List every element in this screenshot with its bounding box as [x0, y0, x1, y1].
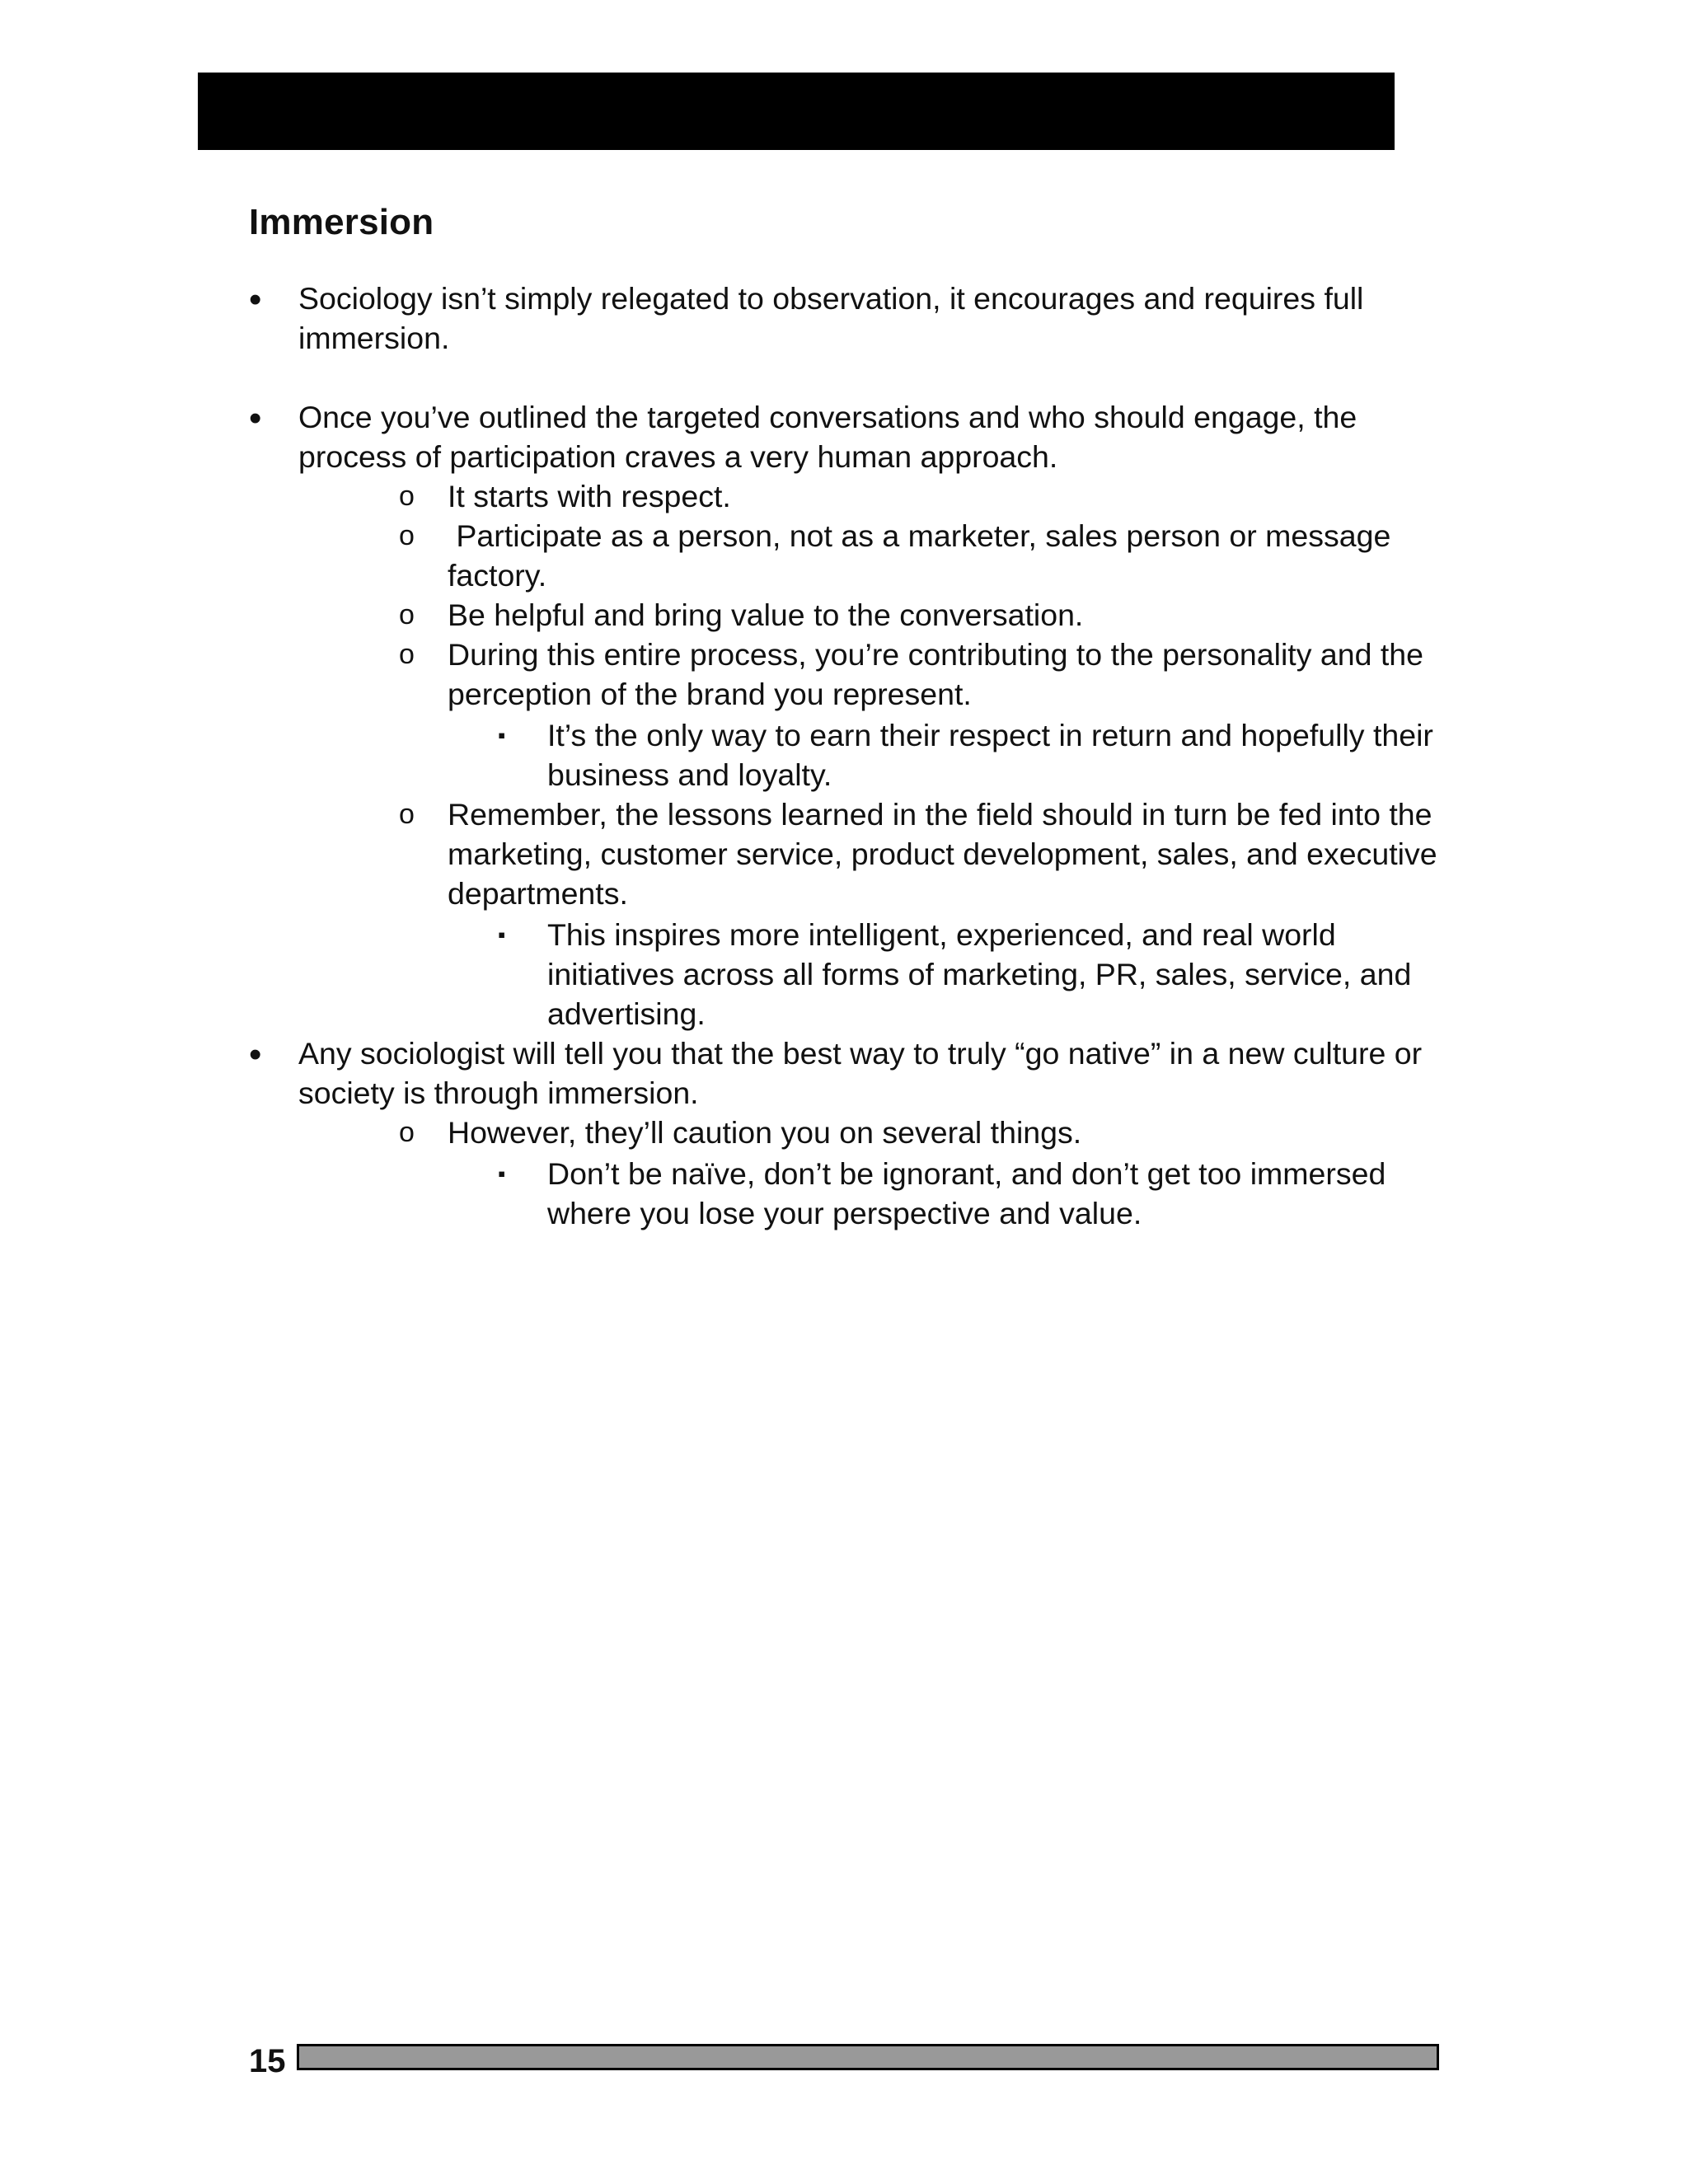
bullet-marker: o — [399, 1117, 415, 1148]
bullet-marker: ▪ — [498, 723, 506, 748]
bullet-marker: o — [399, 639, 415, 670]
header-bar — [198, 73, 1395, 150]
list-item — [249, 516, 1452, 595]
footer-bar — [297, 2044, 1439, 2070]
bullet-marker: ▪ — [498, 1161, 506, 1186]
list-item — [249, 635, 1452, 714]
bullet-marker: ▪ — [498, 922, 506, 947]
list-item-text: However, they’ll caution you on several things. — [448, 1115, 1082, 1150]
list-item — [249, 595, 1452, 635]
bullet-marker: o — [399, 799, 415, 830]
list-item-text: It starts with respect. — [448, 479, 731, 513]
list-item — [249, 279, 1452, 358]
list-item — [249, 715, 1452, 794]
list-item-text: Any sociologist will tell you that the best way to truly “go native” in a new culture or society is through immersion. — [298, 1036, 1423, 1110]
list-item — [249, 397, 1452, 476]
list-item-text: Once you’ve outlined the targeted conversations and who should engage, the process of participation craves a very human approach. — [298, 400, 1357, 474]
list-item — [249, 915, 1452, 1033]
list-item-text: Participate as a person, not as a marketer, sales person or message factory. — [448, 518, 1400, 593]
list-item — [249, 1113, 1452, 1152]
list-item-text: Be helpful and bring value to the conversation. — [448, 598, 1084, 632]
bullet-marker — [249, 397, 261, 441]
list-item — [249, 476, 1452, 516]
bullet-marker: o — [399, 480, 415, 512]
list-item — [249, 794, 1452, 913]
bullet-marker — [249, 279, 261, 322]
list-item-text: Remember, the lessons learned in the field should in turn be fed into the marketing, customer service, product development, sales, and executive departments. — [448, 797, 1437, 911]
bullet-marker: o — [399, 599, 415, 630]
bullet-marker — [249, 1033, 261, 1077]
list-item-text: Sociology isn’t simply relegated to observation, it encourages and requires full immersion. — [298, 281, 1364, 355]
bullet-list — [249, 279, 1452, 1233]
bullet-marker: o — [399, 520, 415, 551]
list-item-text: It’s the only way to earn their respect in return and hopefully their business and loyalty. — [547, 718, 1433, 792]
list-item-text: Don’t be naïve, don’t be ignorant, and don’t get too immersed where you lose your perspective and value. — [547, 1156, 1386, 1230]
page-number: 15 — [249, 2043, 286, 2079]
list-item — [249, 1154, 1452, 1233]
section-heading: Immersion — [249, 202, 434, 242]
list-item-text: During this entire process, you’re contributing to the personality and the perception of the brand you represent. — [448, 637, 1423, 711]
list-item — [249, 1033, 1452, 1113]
list-item-text: This inspires more intelligent, experienced, and real world initiatives across all forms of marketing, PR, sales, service, and advertising. — [547, 917, 1412, 1031]
